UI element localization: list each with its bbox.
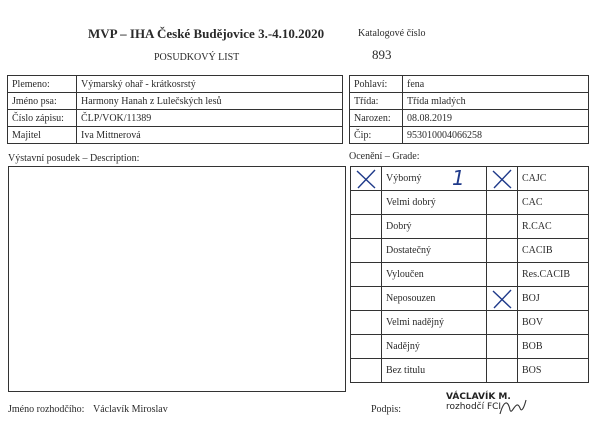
catalog-number: 893 [372, 47, 392, 62]
catalog-label: Katalogové číslo [358, 28, 426, 39]
grade-label-cell [382, 287, 487, 311]
grade-row [351, 287, 487, 311]
document-title: MVP – IHA České Budějovice 3.-4.10.2020 [88, 26, 325, 41]
grade-checkbox[interactable] [351, 167, 382, 191]
title-name: BOB [518, 335, 589, 359]
chip-value: 953010004066258 [403, 127, 589, 144]
dog-details-table [349, 75, 589, 144]
grade-name: Velmi dobrý [386, 197, 436, 208]
grade-row [351, 311, 487, 335]
grade-row [351, 167, 487, 191]
title-name: CACIB [518, 239, 589, 263]
title-checkbox[interactable] [487, 287, 518, 311]
grade-checkbox[interactable] [351, 311, 382, 335]
judge-name: Václavík Miroslav [93, 404, 168, 415]
grade-checkbox[interactable] [351, 287, 382, 311]
grade-checkbox[interactable] [351, 359, 382, 383]
grade-placement-note: 1 [452, 166, 465, 190]
title-checkbox[interactable] [487, 191, 518, 215]
grade-label-cell [382, 167, 487, 191]
grade-checkbox[interactable] [351, 239, 382, 263]
title-checkbox[interactable] [487, 311, 518, 335]
title-row [487, 239, 589, 263]
description-label: Výstavní posudek – Description: [8, 153, 140, 164]
x-mark [491, 288, 513, 310]
grade-label-cell [382, 335, 487, 359]
grade-table [350, 166, 487, 383]
grade-name: Dostatečný [386, 245, 431, 256]
grade-checkbox[interactable] [351, 335, 382, 359]
name-label: Jméno psa: [8, 93, 77, 110]
form-title: POSUDKOVÝ LIST [154, 52, 240, 63]
title-checkbox[interactable] [487, 239, 518, 263]
owner-value: Iva Mittnerová [77, 127, 343, 144]
sex-label: Pohlaví: [350, 76, 403, 93]
grade-checkbox[interactable] [351, 191, 382, 215]
grade-label-cell [382, 263, 487, 287]
grade-label-cell [382, 311, 487, 335]
title-checkbox[interactable] [487, 215, 518, 239]
title-name: CAJC [518, 167, 589, 191]
grade-name: Velmi nadějný [386, 317, 445, 328]
grade-label: Ocenění – Grade: [349, 151, 420, 162]
class-label: Třída: [350, 93, 403, 110]
title-row [487, 263, 589, 287]
signature-stamp-role: rozhodčí FCI [446, 402, 502, 412]
x-mark [491, 168, 513, 190]
sex-value: fena [403, 76, 589, 93]
dog-info-table [7, 75, 343, 144]
judge-label: Jméno rozhodčího: [8, 404, 85, 415]
description-box [8, 166, 346, 392]
breed-value: Výmarský ohař - krátkosrstý [77, 76, 343, 93]
title-row [487, 311, 589, 335]
title-name: BOS [518, 359, 589, 383]
reg-label: Číslo zápisu: [8, 110, 77, 127]
grade-checkbox[interactable] [351, 263, 382, 287]
signature-label: Podpis: [371, 404, 402, 415]
title-row [487, 287, 589, 311]
grade-row [351, 191, 487, 215]
owner-label: Majitel [8, 127, 77, 144]
grade-row [351, 335, 487, 359]
grade-name: Neposouzen [386, 293, 436, 304]
grade-row [351, 359, 487, 383]
grade-name: Dobrý [386, 221, 412, 232]
name-value: Harmony Hanah z Lulečských lesů [77, 93, 343, 110]
grade-label-cell [382, 191, 487, 215]
title-table [486, 166, 589, 383]
title-checkbox[interactable] [487, 335, 518, 359]
title-row [487, 215, 589, 239]
chip-label: Čip: [350, 127, 403, 144]
grade-row [351, 215, 487, 239]
grade-name: Bez titulu [386, 365, 426, 376]
title-row [487, 335, 589, 359]
title-checkbox[interactable] [487, 263, 518, 287]
title-name: R.CAC [518, 215, 589, 239]
grade-name: Vyloučen [386, 269, 424, 280]
x-mark [355, 168, 377, 190]
class-value: Třída mladých [403, 93, 589, 110]
grade-label-cell [382, 215, 487, 239]
title-checkbox[interactable] [487, 359, 518, 383]
title-row [487, 359, 589, 383]
title-name: BOJ [518, 287, 589, 311]
title-name: CAC [518, 191, 589, 215]
grade-row [351, 239, 487, 263]
grade-label-cell [382, 359, 487, 383]
grade-checkbox[interactable] [351, 215, 382, 239]
breed-label: Plemeno: [8, 76, 77, 93]
grade-name: Nadějný [386, 341, 420, 352]
grade-name: Výborný [386, 173, 422, 184]
grade-label-cell [382, 239, 487, 263]
signature-scribble [498, 396, 528, 418]
title-name: BOV [518, 311, 589, 335]
title-name: Res.CACIB [518, 263, 589, 287]
reg-value: ČLP/VOK/11389 [77, 110, 343, 127]
title-checkbox[interactable] [487, 167, 518, 191]
born-value: 08.08.2019 [403, 110, 589, 127]
title-row [487, 191, 589, 215]
born-label: Narozen: [350, 110, 403, 127]
grade-row [351, 263, 487, 287]
title-row [487, 167, 589, 191]
signature-stamp-name: VÁCLAVÍK M. [446, 392, 511, 402]
